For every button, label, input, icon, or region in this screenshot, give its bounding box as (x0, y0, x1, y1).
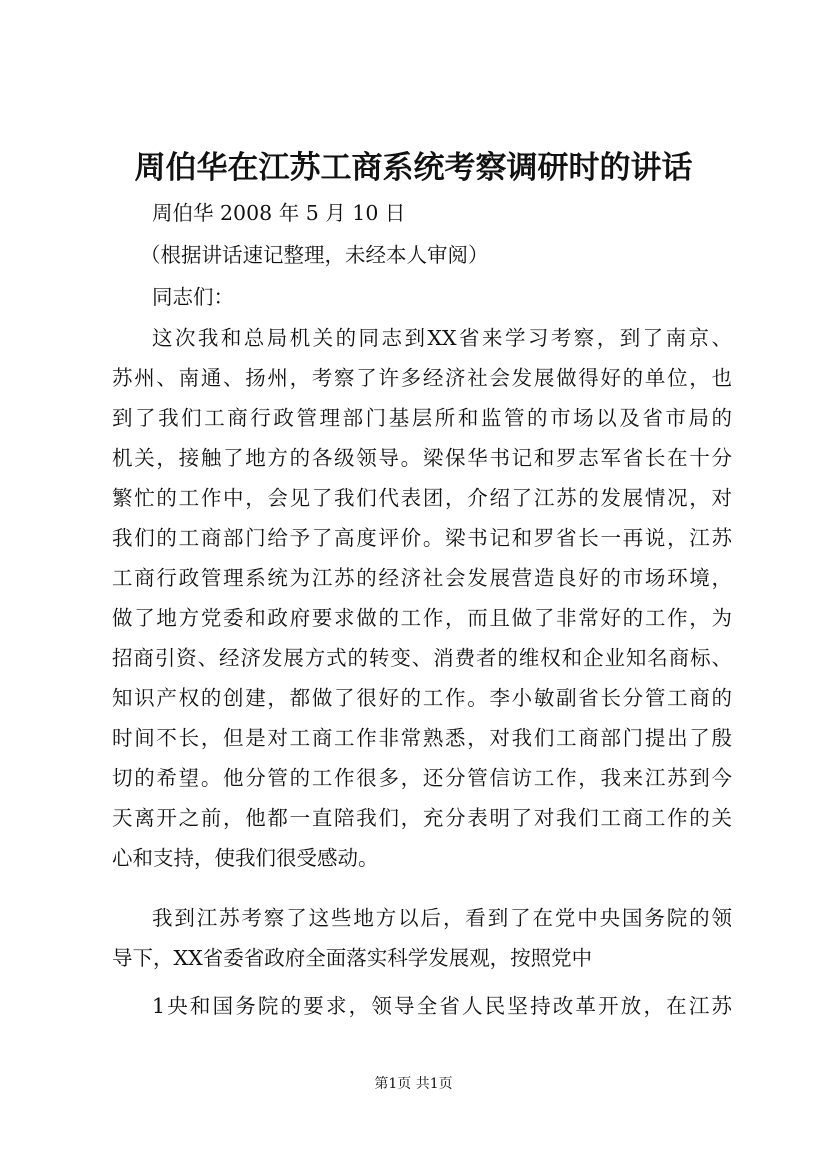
paragraph-1-line: 招商引资、经济发展方式的转变、消费者的维权和企业知名商标、 (112, 646, 732, 670)
document-title: 周伯华在江苏工商系统考察调研时的讲话 (134, 150, 693, 186)
paragraph-1-line: 工商行政管理系统为江苏的经济社会发展营造良好的市场环境， (112, 566, 732, 590)
paragraph-1-line: 切的希望。他分管的工作很多，还分管信访工作，我来江苏到今 (112, 766, 732, 790)
byline: 周伯华 2008 年 5 月 10 日 (152, 201, 406, 225)
paragraph-1-line: 做了地方党委和政府要求做的工作，而且做了非常好的工作，为 (112, 606, 732, 630)
paragraph-1-line: 苏州、南通、扬州，考察了许多经济社会发展做得好的单位，也 (112, 366, 732, 390)
paragraph-1-line: 繁忙的工作中，会见了我们代表团，介绍了江苏的发展情况，对 (112, 486, 732, 510)
paragraph-1-line: 知识产权的创建，都做了很好的工作。李小敏副省长分管工商的 (112, 686, 732, 710)
paragraph-1-line: 天离开之前，他都一直陪我们，充分表明了对我们工商工作的关 (112, 806, 732, 830)
salutation: 同志们： (152, 285, 234, 309)
paragraph-2-line: 1央和国务院的要求，领导全省人民坚持改革开放，在江苏 (152, 994, 732, 1018)
paragraph-1-line: 心和支持，使我们很受感动。 (112, 846, 379, 870)
paragraph-1-line: 这次我和总局机关的同志到XX省来学习考察，到了南京、 (152, 326, 732, 350)
paragraph-1-line: 到了我们工商行政管理部门基层所和监管的市场以及省市局的 (112, 406, 732, 430)
paragraph-1-line: 我们的工商部门给予了高度评价。梁书记和罗省长一再说，江苏 (112, 526, 732, 550)
paragraph-1-line: 机关，接触了地方的各级领导。梁保华书记和罗志军省长在十分 (112, 446, 732, 470)
editorial-note: （根据讲话速记整理，未经本人审阅） (140, 243, 489, 267)
page-footer: 第1页 共1页 (374, 1076, 453, 1092)
paragraph-2-line: 导下，XX省委省政府全面落实科学发展观，按照党中 (112, 946, 593, 970)
paragraph-2-line: 我到江苏考察了这些地方以后，看到了在党中央国务院的领 (152, 906, 732, 930)
paragraph-1-line: 时间不长，但是对工商工作非常熟悉，对我们工商部门提出了殷 (112, 726, 732, 750)
